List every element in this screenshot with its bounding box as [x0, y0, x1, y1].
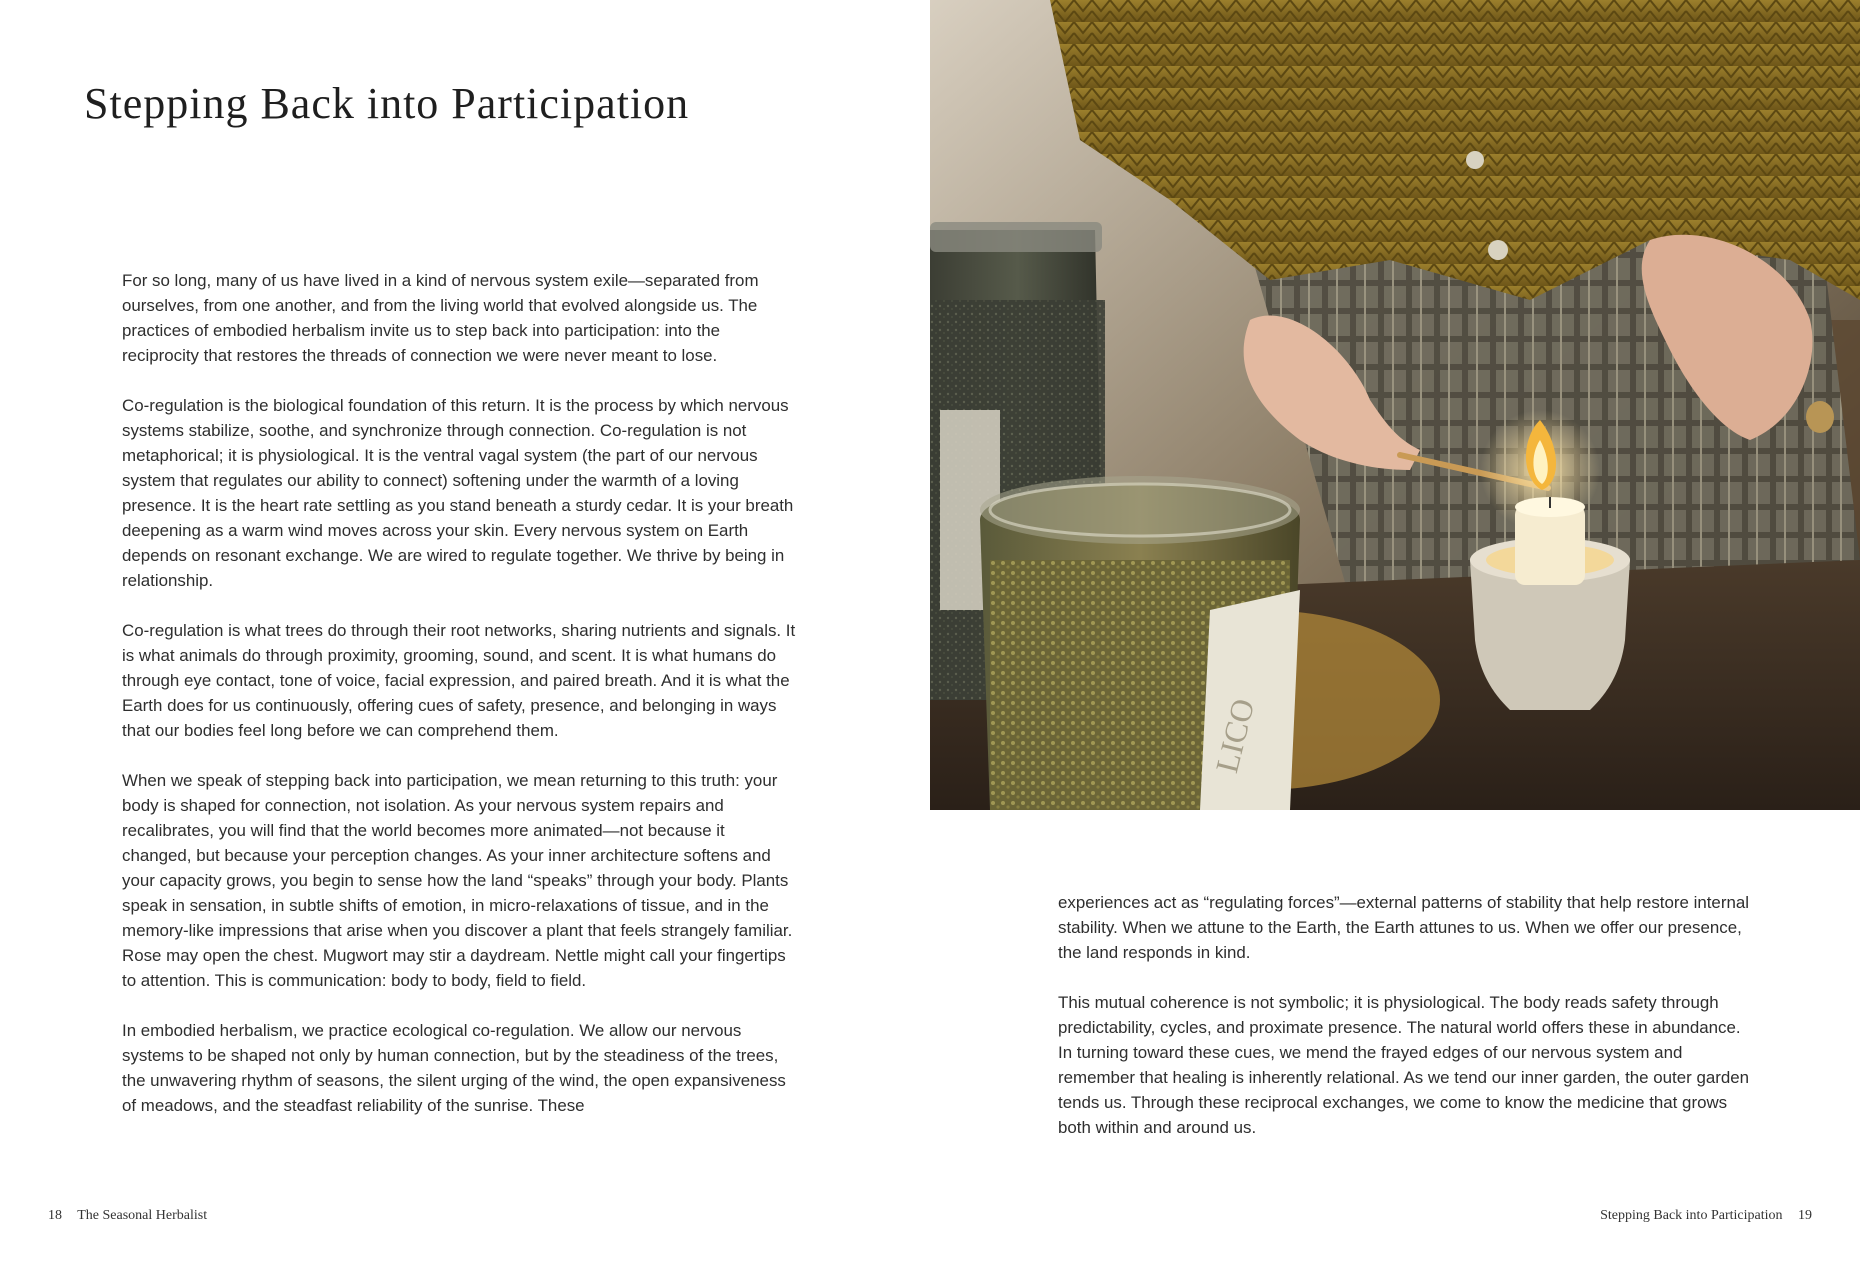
- page-title: Stepping Back into Participation: [84, 79, 690, 128]
- paragraph: For so long, many of us have lived in a kind of nervous system exile—separated from ourselves, from one another, and from the living world that evolved alongside us. The practices of embodied herbalism invite us to step back into participation: into the reciprocity that restores the threads of connection we were never meant to lose.: [122, 271, 759, 365]
- candle-lighting-photo: [930, 0, 1860, 810]
- right-page: [928, 0, 1860, 1270]
- paragraph: This mutual coherence is not symbolic; it is physiological. The body reads safety through predictability, cycles, and proximate presence. The natural world offers these in abundance. In turning toward these cues, we mend the frayed edges of our nervous system and remember that healing is inherently relational. As we tend our inner garden, the outer garden tends us. Through these reciprocal exchanges, we come to know the medicine that grows both within and around us.: [1058, 993, 1750, 1137]
- paragraph: In embodied herbalism, we practice ecological co-regulation. We allow our nervous systems to be shaped not only by human connection, but by the steadiness of the trees, the unwavering rhythm of seasons, the silent urging of the wind, the open expansiveness of meadows, and the steadfast reliability of the sunrise. These: [122, 1021, 786, 1115]
- running-title: Stepping Back into Participation: [1600, 1208, 1783, 1223]
- paragraph: Co-regulation is what trees do through their root networks, sharing nutrients and signals. It is what animals do through proximity, grooming, sound, and scent. It is what humans do through eye contact, tone of voice, facial expression, and paired breath. And it is what the Earth does for us continuously, offering cues of safety, presence, and belonging in ways that our bodies feel long before we can comprehend them.: [122, 621, 796, 740]
- right-body-text: [1058, 890, 1758, 1165]
- left-footer: [48, 1208, 207, 1224]
- paragraph: Co-regulation is the biological foundation of this return. It is the process by which nervous systems stabilize, soothe, and synchronize through connection. Co-regulation is not metaphorical; it is physiological. It is the ventral vagal system (the part of our nervous system that regulates our ability to connect) softening under the warmth of a loving presence. It is the heart rate settling as you stand beneath a sturdy cedar. It is your breath deepening as a warm wind moves across your skin. Every nervous system on Earth depends on resonant exchange. We are wired to regulate together. We thrive by being in relationship.: [122, 396, 794, 590]
- right-footer: [1600, 1208, 1812, 1224]
- running-title: The Seasonal Herbalist: [77, 1208, 208, 1223]
- page-number: 19: [1798, 1208, 1812, 1223]
- page-number: 18: [48, 1208, 62, 1223]
- left-body-text: [122, 268, 798, 1118]
- paragraph: experiences act as “regulating forces”—external patterns of stability that help restore internal stability. When we attune to the Earth, the Earth attunes to us. When we offer our presence, the land responds in kind.: [1058, 893, 1749, 962]
- jar-label-text: LICO: [1208, 695, 1262, 777]
- left-page: [0, 0, 928, 1270]
- paragraph: When we speak of stepping back into participation, we mean returning to this truth: your body is shaped for connection, not isolation. As your nervous system repairs and recalibrates, you will find that the world becomes more animated—not because it changed, but because your perception changes. As your inner architecture softens and your capacity grows, you begin to sense how the land “speaks” through your body. Plants speak in sensation, in subtle shifts of emotion, in micro-relaxations of tissue, and in the memory-like impressions that arise when you discover a plant that feels strangely familiar. Rose may open the chest. Mugwort may stir a daydream. Nettle might call your fingertips to attention. This is communication: body to body, field to field.: [122, 771, 793, 990]
